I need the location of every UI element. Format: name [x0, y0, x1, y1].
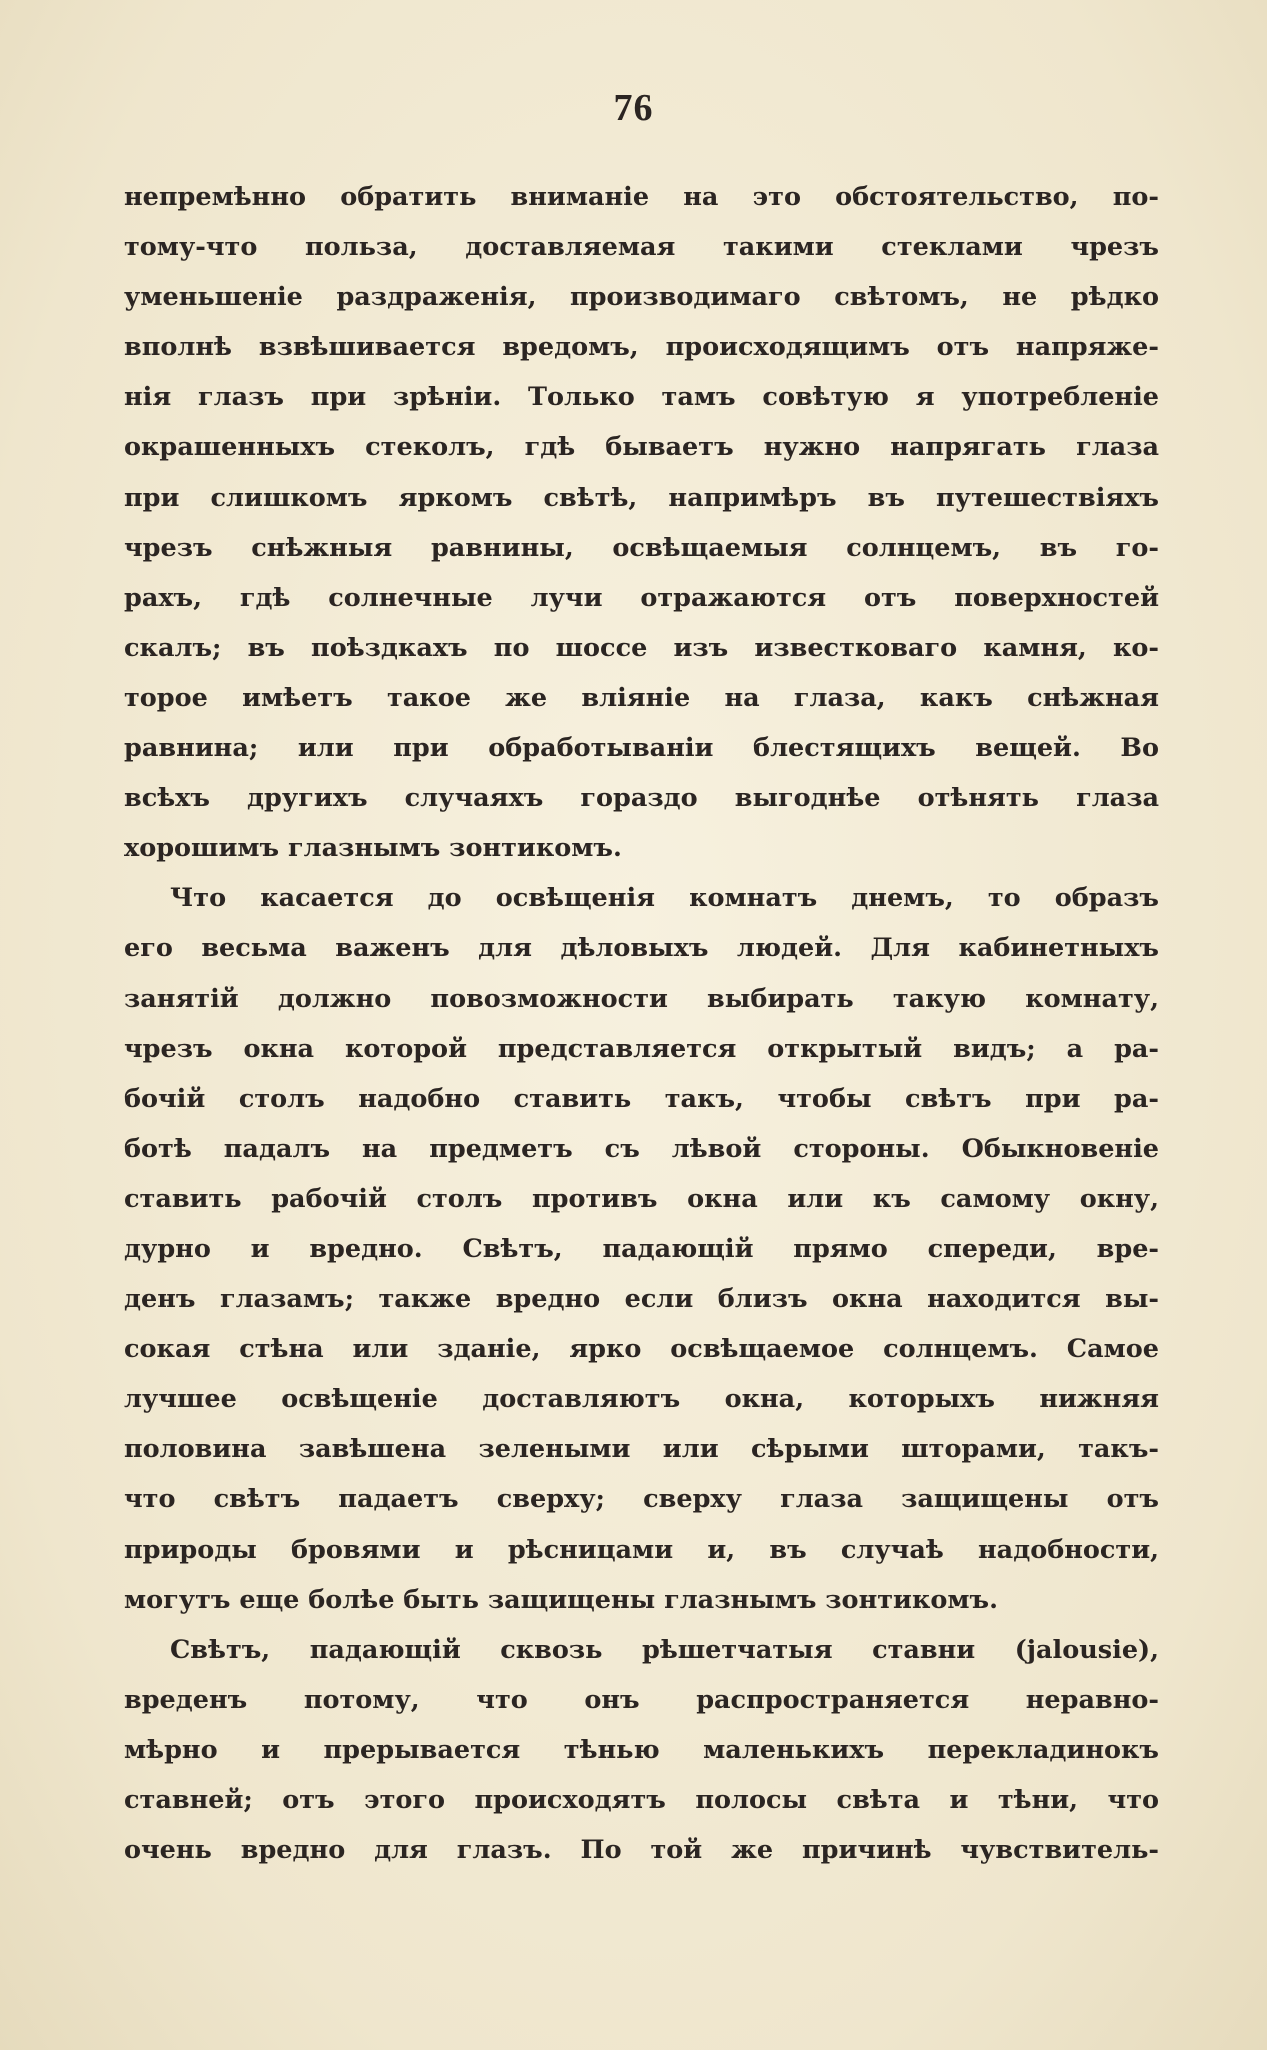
paragraph-2 — [124, 873, 1159, 1624]
text-line: природы бровями и рѣсницами и, въ случаѣ надобности, — [124, 1534, 1159, 1565]
text-line: скалъ; въ поѣздкахъ по шоссе изъ известковаго камня, ко- — [124, 632, 1159, 663]
text-line: Что касается до освѣщенія комнатъ днемъ, то образъ — [170, 883, 1159, 914]
text-line: торое имѣетъ такое же вліяніе на глаза, какъ снѣжная — [124, 682, 1159, 713]
text-line: при слишкомъ яркомъ свѣтѣ, напримѣръ въ путешествіяхъ — [124, 482, 1159, 513]
text-line: ботѣ падалъ на предметъ съ лѣвой стороны. Обыкновеніе — [124, 1133, 1159, 1164]
text-line: всѣхъ другихъ случаяхъ гораздо выгоднѣе отѣнять глаза — [124, 783, 1159, 814]
text-line: хорошимъ глазнымъ зонтикомъ. — [124, 833, 622, 864]
text-line: мѣрно и прерывается тѣнью маленькихъ перекладинокъ — [124, 1734, 1159, 1765]
text-line: рахъ, гдѣ солнечные лучи отражаются отъ поверхностей — [124, 582, 1159, 613]
text-line: вполнѣ взвѣшивается вредомъ, происходящимъ отъ напряже- — [124, 332, 1159, 363]
text-line: лучшее освѣщеніе доставляютъ окна, которыхъ нижняя — [124, 1384, 1159, 1415]
text-line: непремѣнно обратить вниманіе на это обстоятельство, по- — [124, 182, 1159, 212]
body-text — [124, 172, 1159, 1875]
text-line: ставней; отъ этого происходятъ полосы свѣта и тѣни, что — [124, 1785, 1159, 1815]
text-line: Свѣтъ, падающій сквозь рѣшетчатыя ставни (jalousie), — [170, 1634, 1159, 1665]
text-line: бочій столъ надобно ставить такъ, чтобы свѣтъ при ра- — [124, 1083, 1159, 1114]
text-line: сокая стѣна или зданіе, ярко освѣщаемое солнцемъ. Самое — [124, 1334, 1159, 1365]
text-line: его весьма важенъ для дѣловыхъ людей. Для кабинетныхъ — [124, 933, 1159, 964]
text-line: очень вредно для глазъ. По той же причинѣ чувствитель- — [124, 1835, 1159, 1866]
text-line: равнина; или при обработываніи блестящихъ вещей. Во — [124, 733, 1159, 764]
text-line: чрезъ окна которой представляется открытый видъ; а ра- — [124, 1033, 1159, 1064]
text-line: половина завѣшена зелеными или сѣрыми шторами, такъ- — [124, 1434, 1159, 1465]
text-line: чрезъ снѣжныя равнины, освѣщаемыя солнцемъ, въ го- — [124, 532, 1159, 563]
text-line: денъ глазамъ; также вредно если близъ окна находится вы- — [124, 1284, 1159, 1315]
text-line: могутъ еще болѣе быть защищены глазнымъ зонтикомъ. — [124, 1584, 998, 1615]
text-line: что свѣтъ падаетъ сверху; сверху глаза защищены отъ — [124, 1484, 1159, 1515]
text-line: ставить рабочій столъ противъ окна или къ самому окну, — [124, 1183, 1159, 1214]
paragraph-1 — [124, 172, 1159, 873]
paragraph-3 — [124, 1625, 1159, 1875]
page-number: 76 — [613, 87, 654, 129]
text-line: окрашенныхъ стеколъ, гдѣ бываетъ нужно напрягать глаза — [124, 432, 1159, 463]
text-line: занятій должно повозможности выбирать такую комнату, — [124, 983, 1159, 1014]
text-line: тому-что польза, доставляемая такими стеклами чрезъ — [124, 232, 1159, 263]
text-line: дурно и вредно. Свѣтъ, падающій прямо спереди, вре- — [124, 1233, 1159, 1264]
text-line: вреденъ потому, что онъ распространяется неравно- — [124, 1684, 1159, 1715]
text-line: уменьшеніе раздраженія, производимаго свѣтомъ, не рѣдко — [124, 282, 1159, 313]
text-line: нія глазъ при зрѣніи. Только тамъ совѣтую я употребленіе — [124, 382, 1159, 413]
